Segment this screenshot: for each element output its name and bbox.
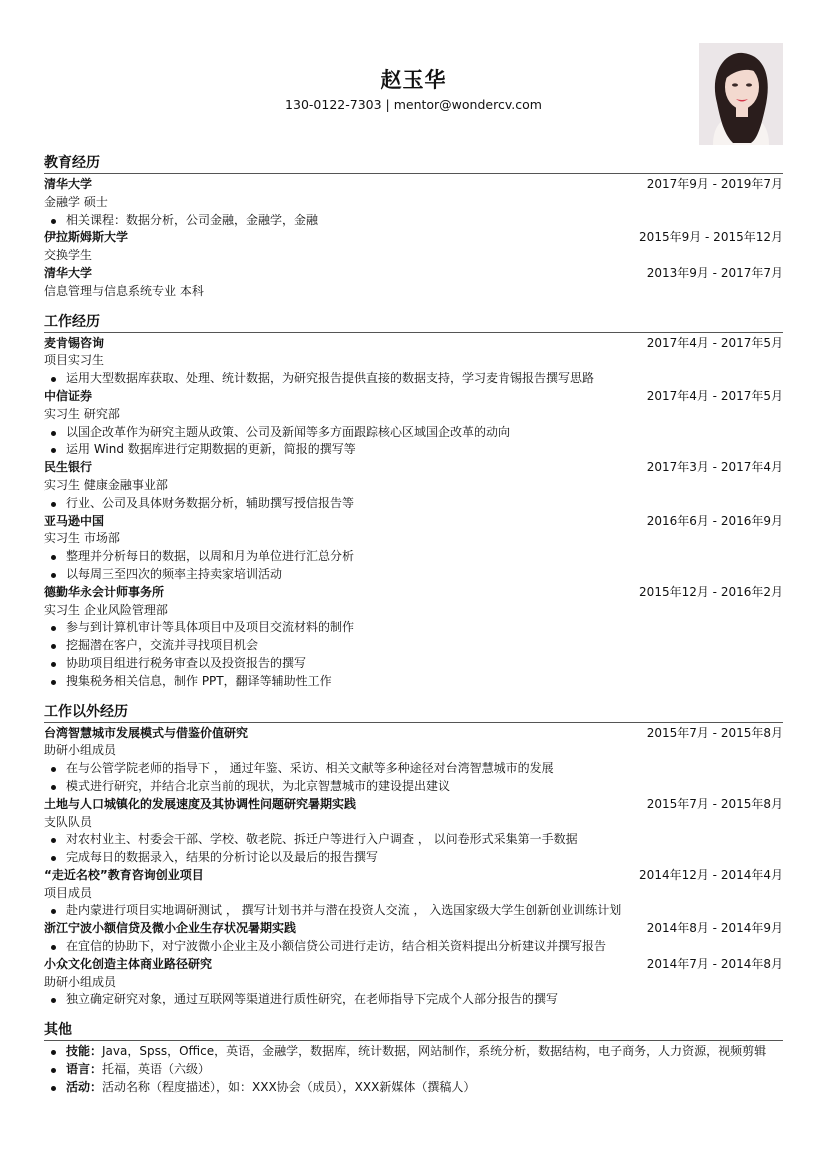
bullet-list xyxy=(44,370,783,388)
bullet-list xyxy=(44,424,783,460)
bullet-item: 搜集税务相关信息，制作 PPT，翻译等辅助性工作 xyxy=(66,673,783,691)
activity-label: 活动： xyxy=(66,1079,103,1094)
bullet-item: 模式进行研究，并结合北京当前的现状，为北京智慧城市的建设提出建议 xyxy=(66,778,783,796)
entry-header xyxy=(44,725,783,743)
skills-item xyxy=(66,1043,783,1061)
language-label: 语言： xyxy=(66,1062,103,1077)
entry-org: 清华大学 xyxy=(44,177,93,191)
entry-date: 2016年6月 - 2016年9月 xyxy=(646,513,783,528)
entry-org: 清华大学 xyxy=(44,265,93,280)
bullet-list xyxy=(44,619,783,690)
entry-header xyxy=(44,920,783,938)
bullet-item: 赴内蒙进行项目实地调研测试 ， 撰写计划书并与潜在投资人交流 ， 入选国家级大学生创新创业训练计划 xyxy=(66,902,783,920)
section-title-other: 其他 xyxy=(44,1021,783,1041)
bullet-item: 行业、公司及具体财务数据分析，辅助撰写授信报告等 xyxy=(66,495,783,513)
entry-org: 中信证券 xyxy=(44,388,93,403)
bullet-list xyxy=(44,212,783,230)
entry-header xyxy=(44,796,783,814)
bullet-list xyxy=(44,938,783,956)
skills-label: 技能： xyxy=(66,1044,103,1059)
entry-date: 2014年12月 - 2014年4月 xyxy=(639,867,783,882)
bullet-item: 参与到计算机审计等具体项目中及项目交流材料的制作 xyxy=(66,619,783,637)
entry-date: 2017年3月 - 2017年4月 xyxy=(646,460,783,475)
contact-info: 130-0122-7303 | mentor@wondercv.com xyxy=(285,97,542,112)
entry-org: “走近名校”教育咨询创业项目 xyxy=(44,867,204,882)
entry-date: 2014年8月 - 2014年9月 xyxy=(646,921,783,936)
entry-role: 实习生 健康金融事业部 xyxy=(44,477,168,492)
resume-page xyxy=(44,0,783,1097)
bullet-item: 运用 Wind 数据库进行定期数据的更新，简报的撰写等 xyxy=(66,441,783,459)
entry-header xyxy=(44,584,783,602)
entry-role: 项目成员 xyxy=(44,885,93,900)
bullet-item: 以每周三至四次的频率主持卖家培训活动 xyxy=(66,566,783,584)
other-list xyxy=(44,1043,783,1096)
bullet-list xyxy=(44,902,783,920)
bullet-item: 整理并分析每日的数据，以周和月为单位进行汇总分析 xyxy=(66,548,783,566)
bullet-item: 对农村业主、村委会干部、学校、敬老院、拆迁户等进行入户调查 ， 以问卷形式采集第一手数据 xyxy=(66,831,783,849)
section-title-work: 工作经历 xyxy=(44,313,783,333)
entry-org: 麦肯锡咨询 xyxy=(44,335,105,350)
entry-header xyxy=(44,176,783,194)
bullet-list xyxy=(44,760,783,796)
entry-date: 2017年4月 - 2017年5月 xyxy=(646,388,783,403)
entry-org: 土地与人口城镇化的发展速度及其协调性问题研究暑期实践 xyxy=(44,796,357,811)
entry-role: 交换学生 xyxy=(44,248,93,263)
bullet-item: 以国企改革作为研究主题从政策、公司及新闻等多方面跟踪核心区域国企改革的动向 xyxy=(66,424,783,442)
entry-header xyxy=(44,459,783,477)
portrait-photo-icon xyxy=(699,43,783,145)
entry-date: 2015年9月 - 2015年12月 xyxy=(639,230,783,245)
bullet-item: 完成每日的数据录入，结果的分析讨论以及最后的报告撰写 xyxy=(66,849,783,867)
entry-role: 助研小组成员 xyxy=(44,974,117,989)
entry-date: 2015年7月 - 2015年8月 xyxy=(646,796,783,811)
bullet-item: 挖掘潜在客户，交流并寻找项目机会 xyxy=(66,637,783,655)
entry-date: 2014年7月 - 2014年8月 xyxy=(646,956,783,971)
entry-date: 2017年9月 - 2019年7月 xyxy=(646,177,783,191)
entry-org: 亚马逊中国 xyxy=(44,513,105,528)
entry-header xyxy=(44,867,783,885)
skills-text: Java，Spss，Office，英语，金融学，数据库，统计数据，网站制作，系统分析，数据结构，电子商务，人力资源，视频剪辑 xyxy=(102,1044,767,1059)
resume-header xyxy=(44,0,783,152)
entry-role: 实习生 市场部 xyxy=(44,531,120,546)
profile-photo xyxy=(699,43,783,145)
work-section xyxy=(44,313,783,691)
entry-org: 小众文化创造主体商业路径研究 xyxy=(44,956,213,971)
entry-role: 项目实习生 xyxy=(44,353,105,368)
language-text: 托福，英语（六级） xyxy=(102,1062,211,1077)
entry-role: 支队队员 xyxy=(44,814,93,829)
entry-role: 金融学 硕士 xyxy=(44,194,108,209)
bullet-list xyxy=(44,831,783,867)
entry-role: 实习生 企业风险管理部 xyxy=(44,602,168,617)
entry-date: 2015年7月 - 2015年8月 xyxy=(646,725,783,740)
entry-header xyxy=(44,265,783,283)
other-section xyxy=(44,1021,783,1096)
candidate-name: 赵玉华 xyxy=(380,68,447,92)
bullet-item: 运用大型数据库获取、处理、统计数据，为研究报告提供直接的数据支持，学习麦肯锡报告撰写思路 xyxy=(66,370,783,388)
activity-item xyxy=(66,1079,783,1097)
entry-header xyxy=(44,229,783,247)
entry-header xyxy=(44,956,783,974)
section-title-extra: 工作以外经历 xyxy=(44,703,783,723)
entry-header xyxy=(44,388,783,406)
bullet-list xyxy=(44,991,783,1009)
entry-org: 台湾智慧城市发展模式与借鉴价值研究 xyxy=(44,725,249,740)
entry-date: 2013年9月 - 2017年7月 xyxy=(646,265,783,280)
entry-org: 民生银行 xyxy=(44,460,93,475)
entry-date: 2017年4月 - 2017年5月 xyxy=(646,335,783,350)
bullet-item: 协助项目组进行税务审查以及投资报告的撰写 xyxy=(66,655,783,673)
entry-org: 浙江宁波小额信贷及微小企业生存状况暑期实践 xyxy=(44,921,297,936)
language-item xyxy=(66,1061,783,1079)
activity-text: 活动名称（程度描述），如：XXX协会（成员），XXX新媒体（撰稿人） xyxy=(102,1079,476,1094)
entry-org: 伊拉斯姆斯大学 xyxy=(44,230,129,245)
bullet-list xyxy=(44,548,783,584)
bullet-item: 在宜信的协助下，对宁波微小企业主及小额信贷公司进行走访，结合相关资料提出分析建议并撰写报告 xyxy=(66,938,783,956)
bullet-item: 在与公管学院老师的指导下 ， 通过年鉴、采访、相关文献等多种途径对台湾智慧城市的发展 xyxy=(66,760,783,778)
entry-role: 实习生 研究部 xyxy=(44,406,120,421)
entry-header xyxy=(44,513,783,531)
extra-section xyxy=(44,703,783,1010)
bullet-item: 独立确定研究对象，通过互联网等渠道进行质性研究，在老师指导下完成个人部分报告的撰写 xyxy=(66,991,783,1009)
entry-role: 信息管理与信息系统专业 本科 xyxy=(44,283,204,298)
entry-role: 助研小组成员 xyxy=(44,743,117,758)
entry-header xyxy=(44,335,783,353)
section-title-education: 教育经历 xyxy=(44,154,783,174)
education-section xyxy=(44,154,783,301)
bullet-item: 相关课程：数据分析，公司金融，金融学，金融 xyxy=(66,212,783,230)
entry-date: 2015年12月 - 2016年2月 xyxy=(639,584,783,599)
bullet-list xyxy=(44,495,783,513)
entry-org: 德勤华永会计师事务所 xyxy=(44,584,165,599)
